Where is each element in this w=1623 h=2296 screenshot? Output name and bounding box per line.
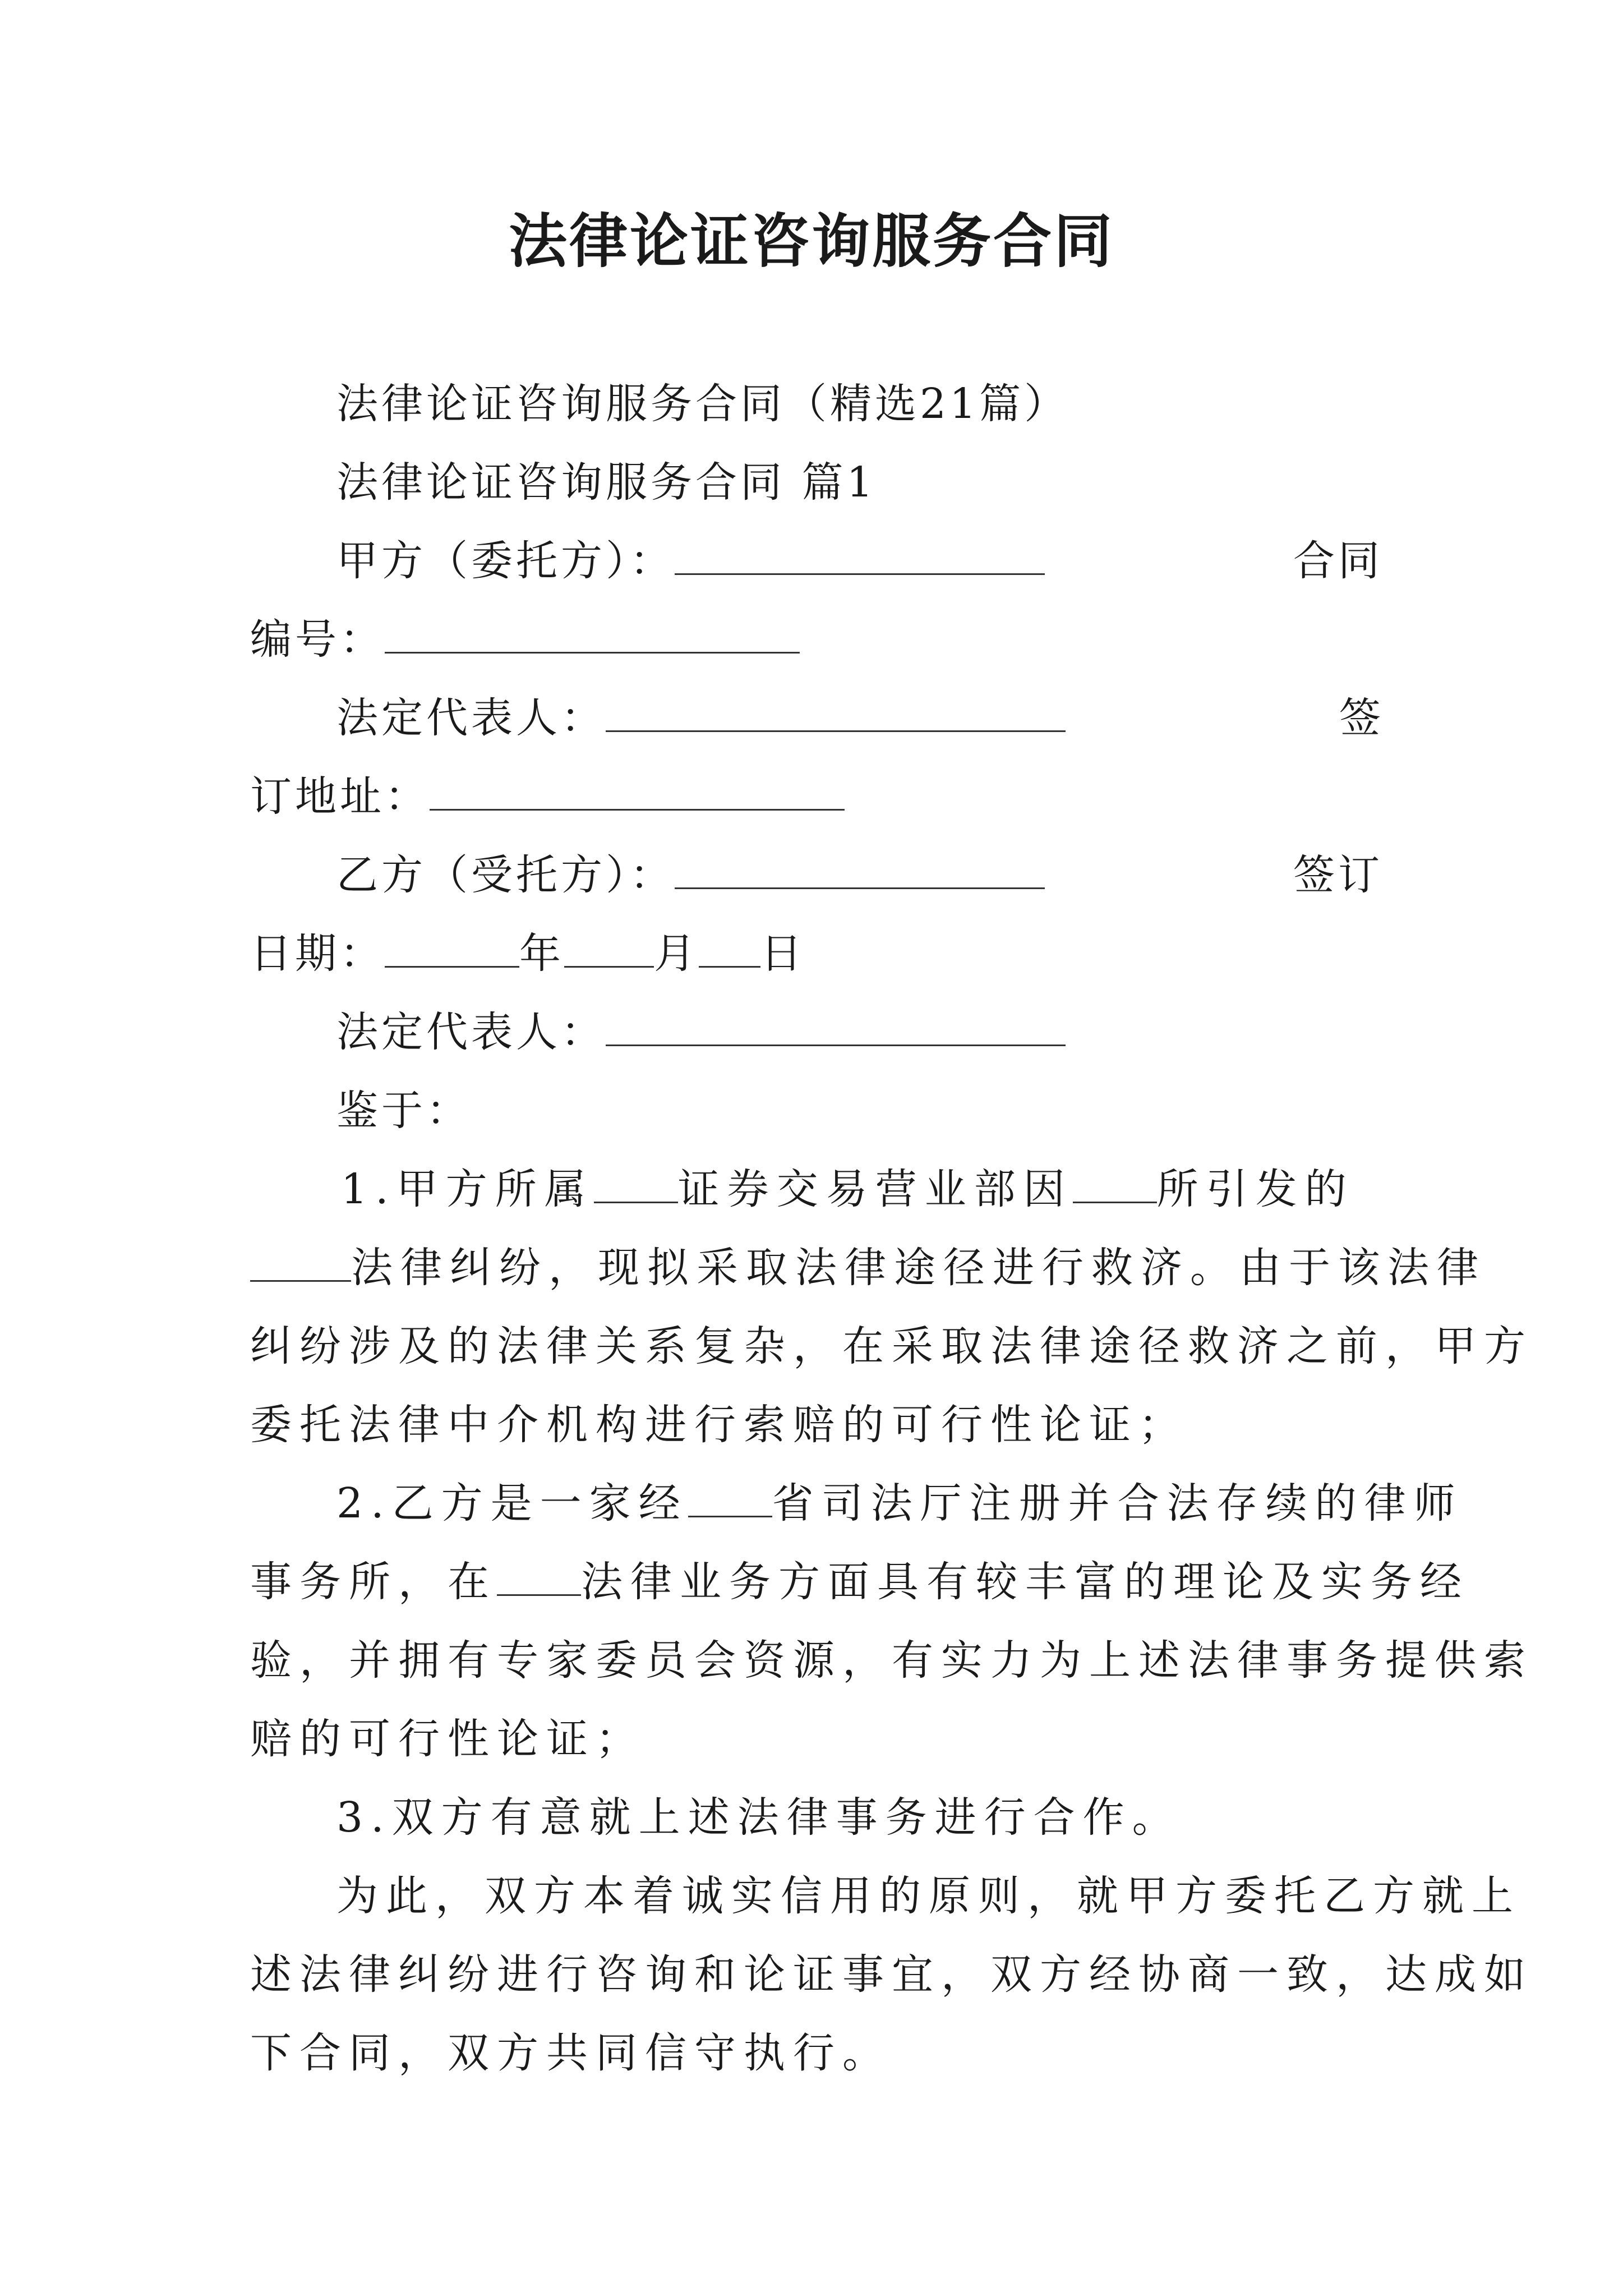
clause-2-line-2 <box>250 1554 1469 1610</box>
clause-2-text-d: 法律业务方面具有较丰富的理论及实务经 <box>581 1558 1469 1606</box>
clause-1-text-d: 法律纠纷，现拟采取法律途径进行救济。由于该法律 <box>351 1244 1486 1292</box>
month-label: 月 <box>654 930 699 978</box>
clause-1-line-4: 委托法律中介机构进行索赔的可行性论证； <box>250 1401 1188 1449</box>
clause-1-text-c: 所引发的 <box>1156 1165 1354 1213</box>
contract-no-blank[interactable] <box>385 615 800 654</box>
party-b-blank[interactable] <box>675 850 1045 889</box>
party-b-label: 乙方（受托方）： <box>336 851 675 899</box>
clause-2-text-c: 事务所，在 <box>250 1558 497 1606</box>
clause-1-blank-3[interactable] <box>250 1243 351 1282</box>
party-a-row <box>336 533 1045 589</box>
clause-2-text-a: 2.乙方是一家经 <box>336 1479 688 1527</box>
clause-2-line-3: 验，并拥有专家委员会资源，有实力为上述法律事务提供索 <box>250 1636 1533 1685</box>
party-a-label: 甲方（委托方）： <box>336 537 675 585</box>
clause-1-line-2 <box>250 1240 1486 1296</box>
clause-1-line-1 <box>341 1161 1354 1217</box>
clause-2-line-4: 赔的可行性论证； <box>250 1715 645 1763</box>
closing-line-2: 述法律纠纷进行咨询和论证事宜，双方经协商一致，达成如 <box>250 1950 1533 1999</box>
clause-1-text-a: 1.甲方所属 <box>341 1165 594 1213</box>
rep-a-label: 法定代表人： <box>336 694 606 742</box>
document-title: 法律论证咨询服务合同 <box>508 206 1114 275</box>
sign-date-label-part1: 签订 <box>1293 851 1383 899</box>
contract-no-row <box>250 611 800 668</box>
contract-no-label-part1: 合同 <box>1293 537 1383 585</box>
day-blank[interactable] <box>699 929 760 968</box>
rep-a-blank[interactable] <box>606 693 1066 732</box>
clause-2-line-1 <box>336 1475 1463 1531</box>
sign-date-row <box>250 926 805 982</box>
subtitle: 法律论证咨询服务合同（精选21篇） <box>336 380 1069 428</box>
clause-1-line-3: 纠纷涉及的法律关系复杂，在采取法律途径救济之前，甲方 <box>250 1322 1533 1370</box>
rep-b-label: 法定代表人： <box>336 1008 606 1056</box>
day-label: 日 <box>760 930 805 978</box>
clause-3: 3.双方有意就上述法律事务进行合作。 <box>336 1793 1182 1842</box>
clause-1-text-b: 证券交易营业部因 <box>677 1165 1073 1213</box>
party-a-blank[interactable] <box>675 536 1045 575</box>
sign-address-row <box>250 769 845 825</box>
rep-b-blank[interactable] <box>606 1007 1066 1046</box>
clause-2-text-b: 省司法厅注册并合法存续的律师 <box>772 1479 1463 1527</box>
sign-address-label-part1: 签 <box>1339 694 1384 742</box>
contract-no-label-part2: 编号： <box>250 615 385 664</box>
clause-1-blank-2[interactable] <box>1073 1165 1157 1203</box>
year-label: 年 <box>519 930 564 978</box>
sign-address-blank[interactable] <box>430 772 845 811</box>
sign-date-label-part2: 日期： <box>250 930 385 978</box>
clause-2-blank-2[interactable] <box>497 1557 581 1596</box>
whereas-label: 鉴于： <box>336 1087 471 1135</box>
clause-2-blank-1[interactable] <box>688 1479 772 1517</box>
rep-b-row <box>336 1004 1066 1060</box>
section-heading: 法律论证咨询服务合同 篇1 <box>336 458 877 507</box>
party-b-row <box>336 847 1045 903</box>
closing-line-3: 下合同，双方共同信守执行。 <box>250 2029 892 2077</box>
month-blank[interactable] <box>564 929 654 968</box>
clause-1-blank-1[interactable] <box>594 1165 678 1203</box>
sign-address-label-part2: 订地址： <box>250 772 430 821</box>
closing-line-1: 为此，双方本着诚实信用的原则，就甲方委托乙方就上 <box>336 1872 1521 1920</box>
rep-a-row <box>336 690 1066 746</box>
year-blank[interactable] <box>385 929 519 968</box>
